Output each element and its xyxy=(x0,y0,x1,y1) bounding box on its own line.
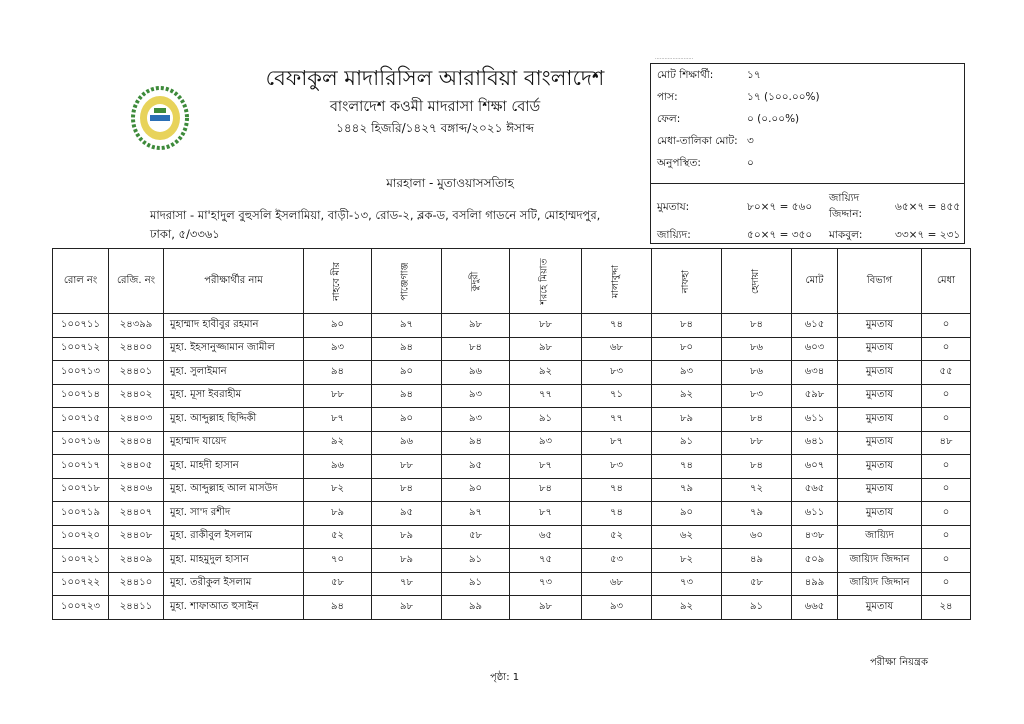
table-cell: ৮৩ xyxy=(582,455,652,479)
table-cell: ৮৩ xyxy=(722,384,792,408)
table-cell: ৬৪১ xyxy=(792,431,838,455)
table-cell: জায়্যিদ জিদ্দান xyxy=(838,572,922,596)
table-cell: মুমতায xyxy=(838,502,922,526)
table-cell: ৫৮ xyxy=(442,525,510,549)
table-cell: ২৪৩৯৯ xyxy=(109,314,164,338)
table-cell: ৬০৭ xyxy=(792,455,838,479)
table-cell: ৭৪ xyxy=(652,455,722,479)
table-cell: ৭৩ xyxy=(510,572,582,596)
grade-mumtaz-value: ৮০×৭ = ৫৬০ xyxy=(747,201,813,213)
table-cell: ৯০ xyxy=(652,502,722,526)
madrasa-address xyxy=(150,206,640,244)
grade-mumtaz-label: মুমতায: xyxy=(657,201,690,213)
grade-jayyid-jiddan-label: জায়্যিদ জিদ্দান: xyxy=(829,192,863,220)
table-cell: ৮২ xyxy=(304,478,372,502)
table-cell: ৭৩ xyxy=(652,572,722,596)
board-logo xyxy=(128,82,192,152)
table-cell: ৬০ xyxy=(722,525,792,549)
table-cell: ৪৯ xyxy=(722,549,792,573)
table-cell: মুহাম্মাদ হাবীবুর রহমান xyxy=(164,314,304,338)
madrasa-line-1: মাদরাসা - মা'হাদুল বুহুসলি ইসলামিয়া, বাড়ী-১৩, রোড-২, ব্লক-ড, বসলিা গাডনে সটি, মোহাম্মদপুর, xyxy=(150,208,601,222)
table-cell: ০ xyxy=(922,455,971,479)
table-cell: ৭৪ xyxy=(582,502,652,526)
table-row xyxy=(53,455,971,479)
table-cell: ৭০ xyxy=(304,549,372,573)
grade-maqbul-label: মাকবুল: xyxy=(829,229,863,241)
summary-box xyxy=(650,55,965,244)
grade-jayyid-label: জায়্যিদ: xyxy=(657,229,691,241)
table-cell: ৮৪ xyxy=(510,478,582,502)
table-cell: ৯৬ xyxy=(442,361,510,385)
board-title: বেফাকুল মাদারিসিল আরাবিয়া বাংলাদেশ xyxy=(265,66,605,90)
table-cell: ৮৪ xyxy=(652,314,722,338)
table-cell: ৯১ xyxy=(442,549,510,573)
table-cell: ৭৯ xyxy=(652,478,722,502)
table-cell: ১০০৭১৯ xyxy=(53,502,109,526)
table-cell: ০ xyxy=(922,408,971,432)
table-cell: ১০০৭২৩ xyxy=(53,596,109,620)
table-cell: ৮৪ xyxy=(722,314,792,338)
table-cell: ২৪৪০৭ xyxy=(109,502,164,526)
table-row xyxy=(53,478,971,502)
table-cell: মুমতায xyxy=(838,337,922,361)
table-cell: ১০০৭১১ xyxy=(53,314,109,338)
col-division: বিভাগ xyxy=(838,249,922,314)
table-cell: ৬৩৪ xyxy=(792,361,838,385)
table-cell: ৯৩ xyxy=(582,596,652,620)
table-cell: ৬০৩ xyxy=(792,337,838,361)
table-cell: ৯২ xyxy=(652,596,722,620)
table-cell: মুহা. সুলাইমান xyxy=(164,361,304,385)
table-cell: ০ xyxy=(922,549,971,573)
table-cell: ৯৩ xyxy=(510,431,582,455)
table-cell: মুহা. মূসা ইবরাহীম xyxy=(164,384,304,408)
summary-absent: অনুপস্থিত: ০ xyxy=(657,157,754,169)
table-cell: ৯৩ xyxy=(652,361,722,385)
table-cell: ৮৪ xyxy=(722,455,792,479)
table-cell: ২৪৪০৩ xyxy=(109,408,164,432)
table-cell: ৮৭ xyxy=(510,502,582,526)
table-cell: ৯৪ xyxy=(304,596,372,620)
table-cell: ৯৮ xyxy=(372,596,442,620)
table-cell: ১০০৭২০ xyxy=(53,525,109,549)
table-cell: ৬১১ xyxy=(792,408,838,432)
table-cell: ৭৮ xyxy=(372,572,442,596)
table-cell: ৯৭ xyxy=(442,502,510,526)
table-cell: ৮৭ xyxy=(582,431,652,455)
table-cell: ৫৯৮ xyxy=(792,384,838,408)
table-cell: ৯৭ xyxy=(372,314,442,338)
summary-box-tiny-label: ........................ xyxy=(655,55,694,61)
summary-pass: পাস: ১৭ (১০০.০০%) xyxy=(657,91,820,103)
table-cell: ৫৬৫ xyxy=(792,478,838,502)
table-cell: ০ xyxy=(922,337,971,361)
table-cell: জায়্যিদ জিদ্দান xyxy=(838,549,922,573)
table-cell: ৫০৯ xyxy=(792,549,838,573)
table-cell: ৪৯৯ xyxy=(792,572,838,596)
table-row xyxy=(53,431,971,455)
table-cell: ০ xyxy=(922,314,971,338)
table-cell: ৭১ xyxy=(582,384,652,408)
table-cell: ৯৩ xyxy=(442,384,510,408)
table-cell: ৮৯ xyxy=(652,408,722,432)
table-cell: ৯৩ xyxy=(442,408,510,432)
table-cell: ৮২ xyxy=(652,549,722,573)
table-cell: মুমতায xyxy=(838,431,922,455)
table-cell: ৯১ xyxy=(722,596,792,620)
table-cell: মুমতায xyxy=(838,478,922,502)
table-cell: ৯০ xyxy=(304,314,372,338)
table-cell: ২৪৪০০ xyxy=(109,337,164,361)
table-cell: ৫৮ xyxy=(722,572,792,596)
col-subject-7: হেদায়া xyxy=(722,249,792,314)
table-cell: ৯৪ xyxy=(304,361,372,385)
table-cell: ১০০৭১৩ xyxy=(53,361,109,385)
table-cell: মুহা. ইহসানুজ্জামান জামীল xyxy=(164,337,304,361)
table-cell: মুমতায xyxy=(838,314,922,338)
table-row xyxy=(53,525,971,549)
table-cell: মুহা. শাফাআত হুসাইন xyxy=(164,596,304,620)
table-cell: ৬৮ xyxy=(582,337,652,361)
table-cell: ২৪৪০৫ xyxy=(109,455,164,479)
table-cell: ৬১৫ xyxy=(792,314,838,338)
summary-total: মোট শিক্ষার্থী: ১৭ xyxy=(657,69,761,81)
table-cell: ০ xyxy=(922,572,971,596)
table-cell: ১০০৭১৫ xyxy=(53,408,109,432)
table-cell: ৮৮ xyxy=(372,455,442,479)
table-cell: মুমতায xyxy=(838,455,922,479)
grade-maqbul-value: ৩৩×৭ = ২৩১ xyxy=(895,229,961,241)
table-cell: ৯২ xyxy=(510,361,582,385)
table-cell: ৭৫ xyxy=(510,549,582,573)
table-cell: মুমতায xyxy=(838,361,922,385)
table-cell: ২৪৪০৮ xyxy=(109,525,164,549)
table-cell: ৬৬৫ xyxy=(792,596,838,620)
table-cell: ৮৪ xyxy=(372,478,442,502)
table-cell: ৯৪ xyxy=(372,337,442,361)
table-row xyxy=(53,384,971,408)
table-cell: মুহা. মাহমুদুল হাসান xyxy=(164,549,304,573)
table-cell: ০ xyxy=(922,478,971,502)
table-row xyxy=(53,408,971,432)
exam-year: ১৪৪২ হিজরি/১৪২৭ বঙ্গাব্দ/২০২১ ঈসাব্দ xyxy=(336,121,534,135)
table-cell: মুহা. আব্দুল্লাহ ছিদ্দিকী xyxy=(164,408,304,432)
table-cell: ৭৭ xyxy=(510,384,582,408)
table-cell: মুহাম্মাদ যায়েদ xyxy=(164,431,304,455)
table-cell: ৭৪ xyxy=(582,478,652,502)
col-subject-4: শরহে মিয়াত xyxy=(510,249,582,314)
table-cell: ৮৮ xyxy=(510,314,582,338)
col-roll: রোল নং xyxy=(53,249,109,314)
table-cell: ২৪ xyxy=(922,596,971,620)
table-cell: ৯০ xyxy=(372,361,442,385)
table-cell: ৫৫ xyxy=(922,361,971,385)
table-cell: ৭২ xyxy=(722,478,792,502)
table-cell: মুহা. সা'দ রশীদ xyxy=(164,502,304,526)
table-cell: ৯৫ xyxy=(442,455,510,479)
table-cell: ৮৬ xyxy=(722,361,792,385)
col-subject-1: নাহবে মীর xyxy=(304,249,372,314)
summary-merit: মেধা-তালিকা মোট: ৩ xyxy=(657,135,754,147)
table-cell: মুমতায xyxy=(838,596,922,620)
result-table xyxy=(52,248,971,620)
table-cell: মুহা. রাকীবুল ইসলাম xyxy=(164,525,304,549)
col-name: পরীক্ষার্থীর নাম xyxy=(164,249,304,314)
table-cell: ০ xyxy=(922,525,971,549)
table-cell: ৯১ xyxy=(652,431,722,455)
table-row xyxy=(53,337,971,361)
col-subject-3: কুদুরী xyxy=(442,249,510,314)
table-cell: ৬১১ xyxy=(792,502,838,526)
grade-jayyid-jiddan-value: ৬৫×৭ = ৪৫৫ xyxy=(895,201,961,213)
table-cell: ১০০৭২১ xyxy=(53,549,109,573)
table-cell: মুমতায xyxy=(838,408,922,432)
table-cell: ৮৮ xyxy=(722,431,792,455)
table-cell: ১০০৭১৮ xyxy=(53,478,109,502)
table-cell: ২৪৪১১ xyxy=(109,596,164,620)
table-cell: ৯৪ xyxy=(442,431,510,455)
exam-controller-label: পরীক্ষা নিয়ন্ত্রক xyxy=(870,657,928,668)
table-cell: ০ xyxy=(922,384,971,408)
table-row xyxy=(53,502,971,526)
table-cell: ৬৮ xyxy=(582,572,652,596)
table-cell: ২৪৪০২ xyxy=(109,384,164,408)
table-cell: মুহা. তরীকুল ইসলাম xyxy=(164,572,304,596)
table-cell: ২৪৪০১ xyxy=(109,361,164,385)
table-cell: ৫২ xyxy=(582,525,652,549)
table-cell: ৯৬ xyxy=(372,431,442,455)
table-cell: ১০০৭১২ xyxy=(53,337,109,361)
table-cell: ৮৪ xyxy=(722,408,792,432)
table-cell: ৮৩ xyxy=(582,361,652,385)
table-body xyxy=(53,314,971,620)
table-cell: মুহা. মাহদী হাসান xyxy=(164,455,304,479)
table-cell: ৯২ xyxy=(652,384,722,408)
table-cell: ৬২ xyxy=(652,525,722,549)
table-cell: ৭৯ xyxy=(722,502,792,526)
table-cell: ৪৩৮ xyxy=(792,525,838,549)
table-cell: ৪৮ xyxy=(922,431,971,455)
table-cell: ১০০৭১৬ xyxy=(53,431,109,455)
table-cell: ৮৭ xyxy=(304,408,372,432)
table-cell: ২৪৪১০ xyxy=(109,572,164,596)
table-cell: ৮৯ xyxy=(372,549,442,573)
page-number: পৃষ্ঠা: 1 xyxy=(490,672,520,683)
table-cell: ৬৫ xyxy=(510,525,582,549)
table-cell: ৮৯ xyxy=(372,525,442,549)
table-cell: ২৪৪০৯ xyxy=(109,549,164,573)
grade-jayyid-value: ৫০×৭ = ৩৫০ xyxy=(747,229,813,241)
board-subtitle: বাংলাদেশ কওমী মাদরাসা শিক্ষা বোর্ড xyxy=(329,99,541,115)
table-cell: ০ xyxy=(922,502,971,526)
table-cell: ৯৯ xyxy=(442,596,510,620)
col-merit: মেধা xyxy=(922,249,971,314)
col-reg: রেজি. নং xyxy=(109,249,164,314)
table-cell: ৮৮ xyxy=(304,384,372,408)
table-header-row xyxy=(53,249,971,314)
table-row xyxy=(53,314,971,338)
table-cell: ৯৮ xyxy=(510,337,582,361)
madrasa-line-2: ঢাকা, ৫/৩৩৬১ xyxy=(150,227,220,241)
table-cell: ৯৩ xyxy=(304,337,372,361)
exam-level: মারহালা - মুতাওয়াসসতিাহ xyxy=(386,176,514,190)
col-subject-6: নাফহা xyxy=(652,249,722,314)
table-cell: ৯০ xyxy=(442,478,510,502)
table-cell: ৯৬ xyxy=(304,455,372,479)
table-cell: ৮৬ xyxy=(722,337,792,361)
table-row xyxy=(53,572,971,596)
table-cell: মুমতায xyxy=(838,384,922,408)
table-cell: ৫২ xyxy=(304,525,372,549)
table-cell: মুহা. আব্দুল্লাহ আল মাসউদ xyxy=(164,478,304,502)
table-cell: ২৪৪০৪ xyxy=(109,431,164,455)
table-cell: ৭৪ xyxy=(582,314,652,338)
table-cell: ৯৪ xyxy=(372,384,442,408)
table-cell: ৫৮ xyxy=(304,572,372,596)
table-cell: ৫৩ xyxy=(582,549,652,573)
table-cell: ৮৪ xyxy=(442,337,510,361)
table-cell: ১০০৭১৭ xyxy=(53,455,109,479)
table-row xyxy=(53,596,971,620)
table-row xyxy=(53,361,971,385)
table-cell: ৯৮ xyxy=(510,596,582,620)
col-total: মোট xyxy=(792,249,838,314)
col-subject-5: মালাবুদ্দা xyxy=(582,249,652,314)
table-cell: জায়্যিদ xyxy=(838,525,922,549)
table-row xyxy=(53,549,971,573)
table-cell: ৯২ xyxy=(304,431,372,455)
table-cell: ৯১ xyxy=(442,572,510,596)
table-cell: ৯৮ xyxy=(442,314,510,338)
table-cell: ১০০৭২২ xyxy=(53,572,109,596)
table-cell: ৮৯ xyxy=(304,502,372,526)
table-cell: ১০০৭১৪ xyxy=(53,384,109,408)
table-cell: ৭৭ xyxy=(582,408,652,432)
table-cell: ৯১ xyxy=(510,408,582,432)
table-cell: ৮০ xyxy=(652,337,722,361)
col-subject-2: পাঞ্জেগাঞ্জ xyxy=(372,249,442,314)
table-cell: ৯০ xyxy=(372,408,442,432)
table-cell: ২৪৪০৬ xyxy=(109,478,164,502)
summary-fail: ফেল: ০ (০.০০%) xyxy=(657,113,800,125)
table-cell: ৯৫ xyxy=(372,502,442,526)
table-cell: ৮৭ xyxy=(510,455,582,479)
summary-divider xyxy=(651,183,964,184)
